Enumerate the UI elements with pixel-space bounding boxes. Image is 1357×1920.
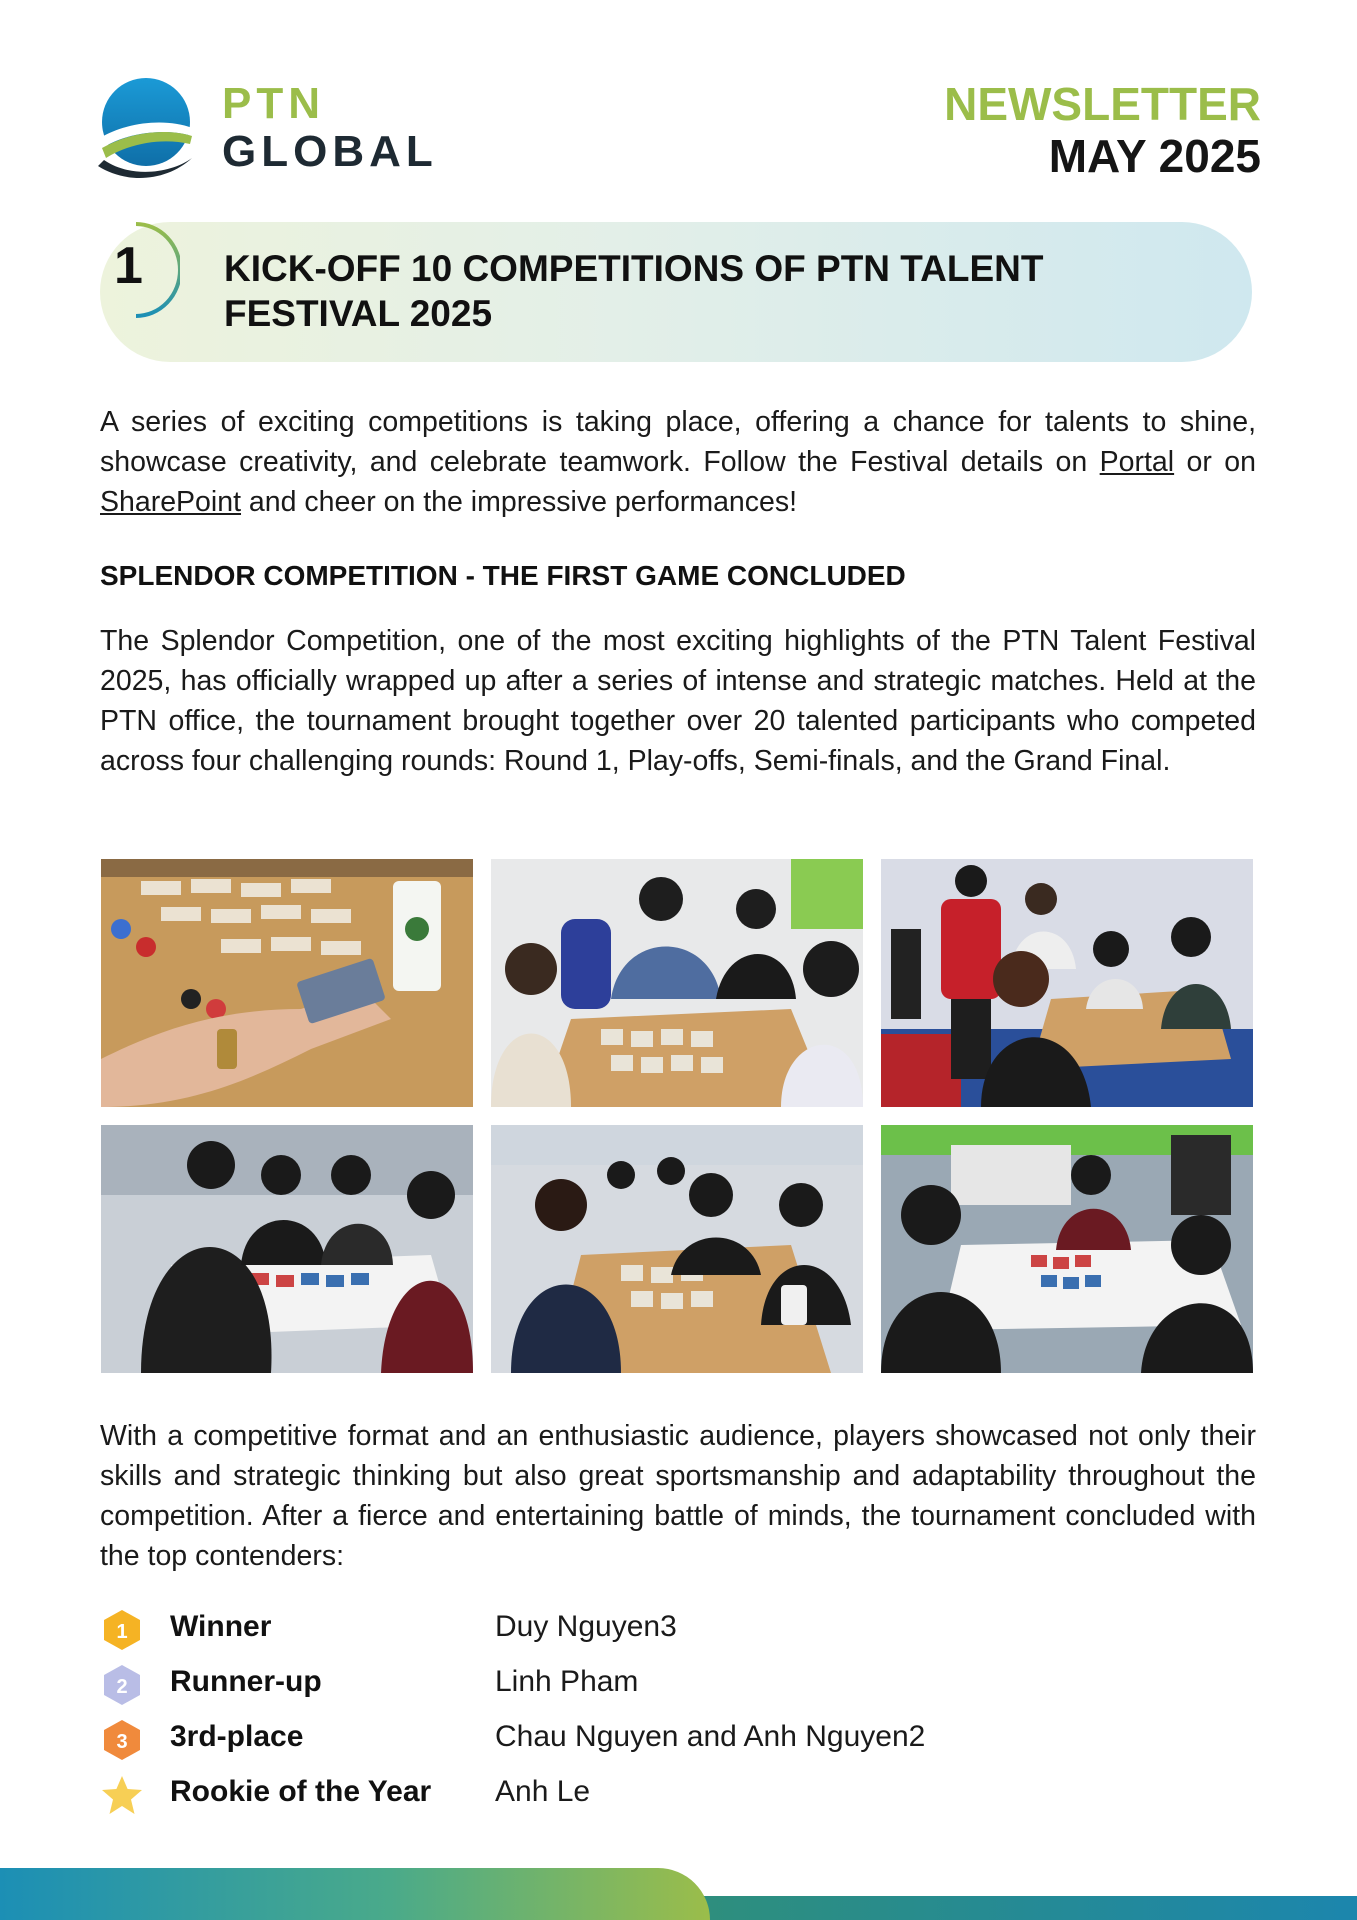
svg-text:1: 1 bbox=[116, 1621, 128, 1643]
result-name: Linh Pham bbox=[495, 1665, 639, 1698]
ptn-globe-logo-icon bbox=[96, 74, 196, 186]
svg-text:3: 3 bbox=[116, 1731, 128, 1753]
footer-bar-blue bbox=[660, 1896, 1357, 1920]
newsletter-label: NEWSLETTER bbox=[944, 78, 1261, 130]
photo-players-table-3 bbox=[101, 1125, 473, 1373]
result-name: Anh Le bbox=[495, 1775, 591, 1808]
photo-card-hand bbox=[101, 859, 473, 1107]
brand-line-2: GLOBAL bbox=[222, 127, 438, 176]
newsletter-header bbox=[944, 80, 1261, 181]
intro-text-3: and cheer on the impressive performances! bbox=[241, 486, 798, 518]
photo-players-table-1 bbox=[491, 859, 863, 1107]
result-name: Duy Nguyen3 bbox=[495, 1610, 677, 1643]
footer-bar-gradient bbox=[0, 1868, 710, 1920]
result-label: 3rd-place bbox=[170, 1720, 304, 1753]
splendor-heading: SPLENDOR COMPETITION - THE FIRST GAME CONCLUDED bbox=[100, 560, 906, 591]
splendor-paragraph: The Splendor Competition, one of the most exciting highlights of the PTN Talent Festival 2025, has officially wrapped up after a series of intense and strategic matches. Held at the PTN office, the tournament brought together over 20 talented participants who competed across four challenging rounds: Round 1, Play-offs, Semi-finals, and the Grand Final. bbox=[100, 625, 1256, 777]
bronze-medal-icon bbox=[100, 1718, 144, 1762]
intro-text-1: A series of exciting competitions is taking place, offering a chance for talents to shine, showcase creativity, and celebrate teamwork. Follow the Festival details on bbox=[100, 406, 1256, 478]
result-label: Rookie of the Year bbox=[170, 1775, 432, 1808]
sharepoint-link[interactable]: SharePoint bbox=[100, 486, 242, 518]
section-title: KICK-OFF 10 COMPETITIONS OF PTN TALENT FESTIVAL 2025 bbox=[224, 248, 1044, 335]
silver-medal-icon bbox=[100, 1663, 144, 1707]
svg-text:2: 2 bbox=[116, 1676, 128, 1698]
closing-paragraph: With a competitive format and an enthusiastic audience, players showcased not only their skills and strategic thinking but also great sportsmanship and adaptability throughout the competition. After a fierce and entertaining battle of minds, the tournament concluded with the top contenders: bbox=[100, 1420, 1256, 1572]
photo-players-table-5 bbox=[881, 1125, 1253, 1373]
brand-line-1: PTN bbox=[222, 79, 325, 128]
photo-players-table-2 bbox=[881, 859, 1253, 1107]
result-name: Chau Nguyen and Anh Nguyen2 bbox=[495, 1720, 926, 1753]
newsletter-date: MAY 2025 bbox=[1048, 130, 1261, 183]
result-row bbox=[100, 1773, 1200, 1817]
result-label: Runner-up bbox=[170, 1665, 322, 1698]
brand-wordmark bbox=[222, 79, 438, 176]
result-row bbox=[100, 1608, 1200, 1652]
star-icon bbox=[100, 1773, 144, 1817]
intro-text-2: or on bbox=[1174, 446, 1256, 478]
result-row bbox=[100, 1718, 1200, 1762]
gold-medal-icon bbox=[100, 1608, 144, 1652]
photo-players-table-4 bbox=[491, 1125, 863, 1373]
intro-paragraph bbox=[100, 402, 1256, 522]
section-number: 1 bbox=[114, 237, 143, 295]
result-label: Winner bbox=[170, 1610, 272, 1643]
result-row bbox=[100, 1663, 1200, 1707]
portal-link[interactable]: Portal bbox=[1099, 446, 1175, 478]
